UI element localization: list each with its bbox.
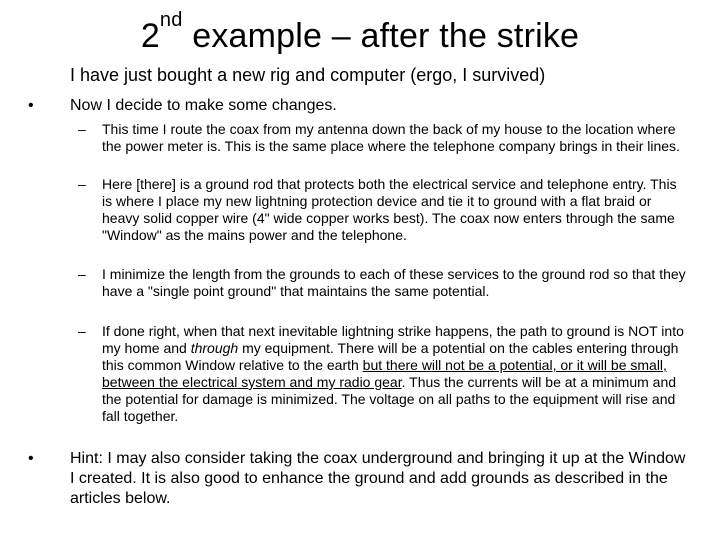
slide-subtitle: I have just bought a new rig and computer (ergo, I survived) — [70, 65, 546, 85]
bullet-marker: • — [28, 97, 34, 114]
sub-item-3 — [78, 266, 688, 300]
sub-item-marker: – — [78, 121, 86, 137]
sub-item-1-text: This time I route the coax from my antenna down the back of my house to the location where the power meter is. This is the same place where the telephone company brings in their lines. — [102, 121, 680, 154]
bullet-marker: • — [28, 450, 34, 467]
title-superscript: nd — [159, 9, 183, 31]
sub-item-4-part2: my equipment. There will be a potential on the cables entering through this common Window relative to the earth — [102, 340, 679, 373]
title-prefix: 2 — [140, 17, 160, 55]
sub-item-4-part3: . Thus the currents will be at a minimum and the potential for damage is minimized. The voltage on all paths to the equipment will rise and fall together. — [102, 374, 677, 424]
sub-item-3-text: I minimize the length from the grounds to each of these services to the ground rod so that they have a "single point ground" that maintains the same potential. — [102, 266, 686, 299]
sub-item-4 — [78, 323, 688, 425]
sub-item-marker: – — [78, 266, 86, 282]
sub-item-marker: – — [78, 323, 86, 339]
slide-title — [0, 9, 720, 58]
bullet-1-text: Now I decide to make some changes. — [70, 97, 337, 114]
sub-item-4-italic: through — [190, 340, 239, 356]
sub-item-4-text — [102, 323, 688, 425]
sub-item-1 — [78, 121, 688, 155]
sub-item-4-underlined: but there will not be a potential, or it will be small, between the electrical system and my radio gear — [102, 357, 667, 390]
sub-item-4-part1: If done right, when that next inevitable lightning strike happens, the path to ground is NOT into my home and — [102, 323, 684, 356]
sub-item-2 — [78, 176, 688, 244]
sub-item-marker: – — [78, 176, 86, 192]
bullet-2-text: Hint: I may also consider taking the coax underground and bringing it up at the Window I created. It is also good to enhance the ground and add grounds as described in the articles below. — [70, 450, 686, 507]
title-rest: example – after the strike — [182, 17, 580, 55]
sub-item-2-text: Here [there] is a ground rod that protects both the electrical service and telephone entry. This is where I place my new lightning protection device and tie it to ground with a flat braid or heavy solid copper wire (4" wide copper works best). The coax now enters through the same "Window" as the mains power and the telephone. — [102, 176, 677, 243]
